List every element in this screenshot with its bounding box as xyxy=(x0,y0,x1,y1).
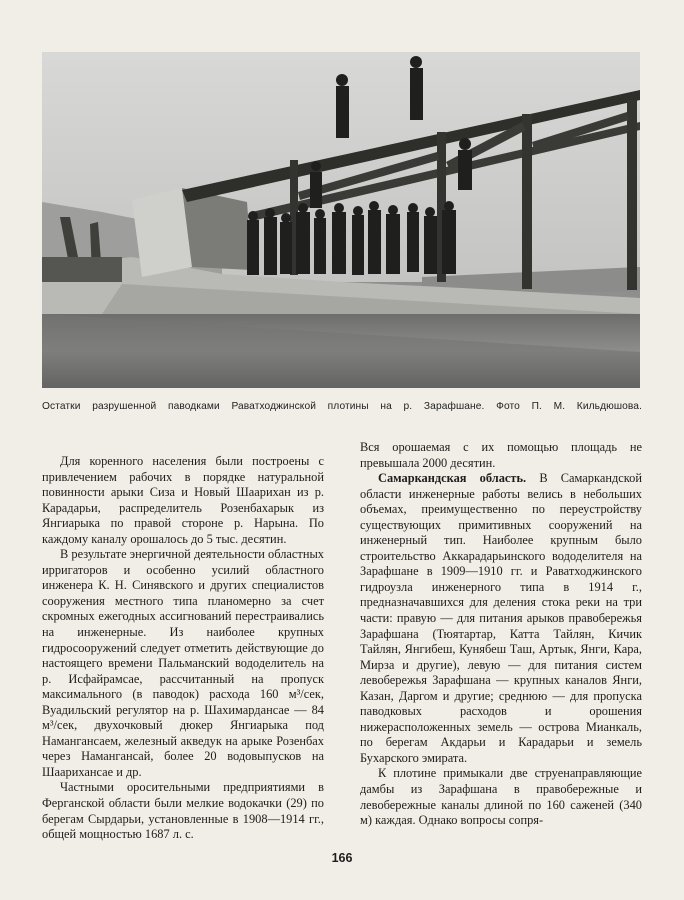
paragraph: К плотине примыкали две струенаправляющие дамбы из Зарафшана в правобережные и левобережные каналы длиной по 160 саженей (340 м) каждая. Однако вопросы сопря- xyxy=(360,766,642,828)
page-number: 166 xyxy=(331,851,353,865)
paragraph xyxy=(360,471,642,766)
paragraph: Вся орошаемая с их помощью площадь не превышала 2000 десятин. xyxy=(360,440,642,470)
paragraph: Для коренного населения были построены с привлечением рабочих в порядке натуральной повинности арыки Сиза и Новый Шаарихан из р. Карадарьи, распределитель Розенбахарык из Янгиарыка по правой стороне р. Нарына. По каждому каналу орошалось до 5 тыс. десятин. xyxy=(42,454,324,546)
paragraph-text: В Самаркандской области инженерные работы велись в небольших объемах, преимущественно по переустройству существующих примитивных сооружений на инженерный тип. Наиболее крупным было строительство Аккарадарьинского вододелителя на Зарафшане в 1909—1910 гг. и Раватходжинского гидроузла инженерного типа в 1914 г., предназначавшихся для деления стока реки на три части: правую — для питания арыков правобережья Зарафшана (Тюятартар, Катта Тайлян, Кичик Тайлян, Янгибеш, Кунябеш Таш, Артык, Янги, Кара, Мирза и другие), левую — для питания систем левобережья Зарафшана — крупных каналов Янги, Казан, Даргом и другие; среднюю — для пропуска паводковых расходов и орошения нижерасположенных земель — острова Мианкаль, по берегам Акдарьи и Карадарьи и земель Бухарского эмирата. xyxy=(360,471,642,765)
paragraph: Частными оросительными предприятиями в Ферганской области были мелкие водокачки (29) по берегам Сырдарьи, установленные в 1908—1914 гг., общей мощностью 1687 л. с. xyxy=(42,780,324,842)
left-column xyxy=(42,454,324,843)
section-heading: Самаркандская область. xyxy=(378,471,527,486)
photo-caption: Остатки разрушенной паводками Раватходжинской плотины на р. Зарафшане. Фото П. М. Кильдюшова. xyxy=(42,401,642,412)
right-column xyxy=(360,440,642,829)
paragraph: В результате энергичной деятельности областных ирригаторов и особенно усилий областного инженера К. Н. Синявского и других специалистов сооружения местного типа планомерно за счет скромных ежегодных ассигнований перестраивались на инженерные. Из наиболее крупных гидросооружений следует отметить действующие до настоящего времени Пальманский вододелитель на р. Исфайрамсае, рассчитанный на пропуск максимального (в паводок) расхода 160 м³/сек, Вуадильский регулятор на р. Шахимардансае — 84 м³/сек, двухочковый дюкер Янгиарыка под Намангансаем, железный акведук на арыке Розенбах через Намангансай, более 20 водовыпусков на Шаарихансае и др. xyxy=(42,547,324,779)
photo-dam-ruins-icon xyxy=(42,52,640,388)
dam-photograph xyxy=(42,52,640,388)
